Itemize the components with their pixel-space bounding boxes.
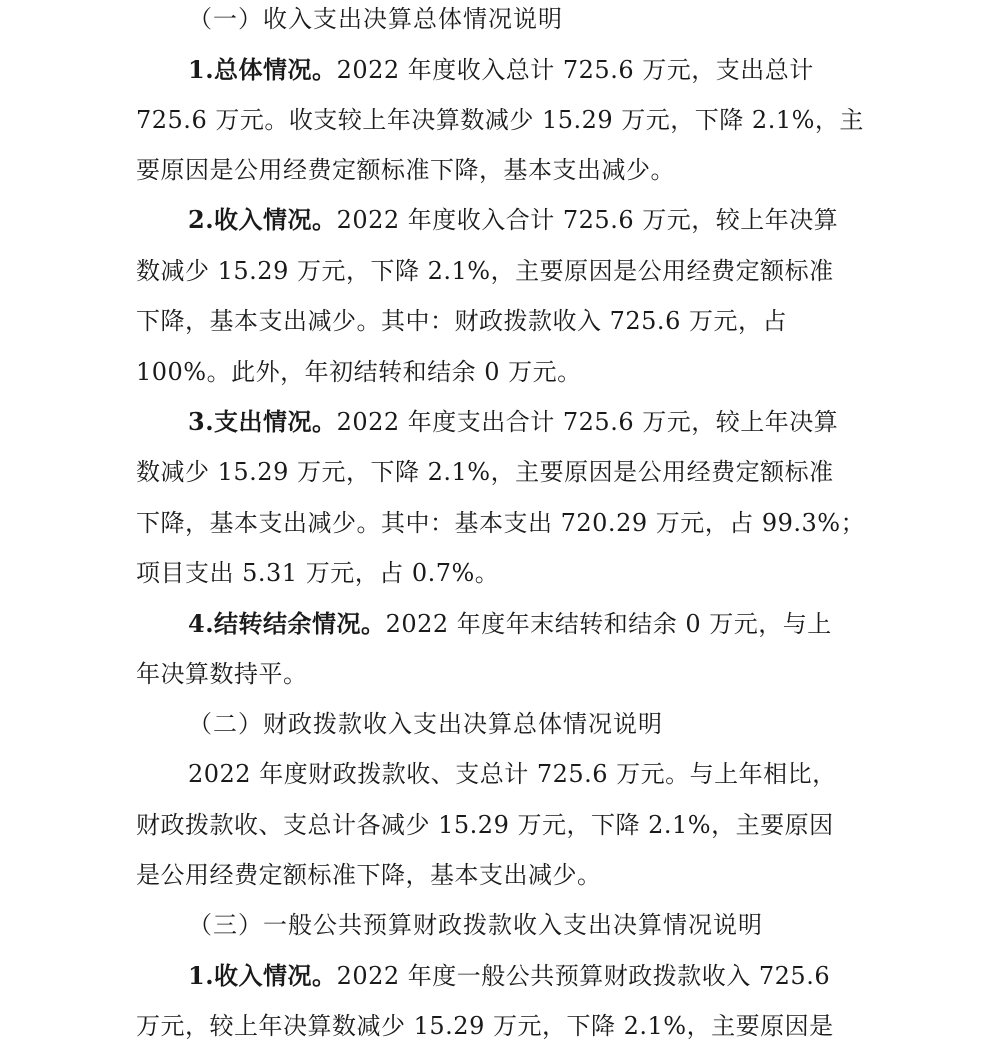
paragraph-line: 项目支出 5.31 万元，占 0.7%。 (136, 559, 500, 587)
paragraph-line: 数减少 15.29 万元，下降 2.1%，主要原因是公用经费定额标准 (136, 458, 834, 486)
paragraph-line: 下降，基本支出减少。其中：基本支出 720.29 万元，占 99.3%； (136, 509, 866, 537)
paragraph-line: 年决算数持平。 (136, 660, 308, 688)
section-heading: （二）财政拨款收入支出决算总体情况说明 (188, 710, 663, 738)
paragraph-text: 2022 年度年末结转和结余 0 万元，与上 (385, 610, 832, 638)
paragraph-line (188, 407, 838, 437)
paragraph-lead: 3.支出情况。 (188, 407, 337, 436)
paragraph-text: 2022 年度一般公共预算财政拨款收入 725.6 (336, 962, 831, 990)
paragraph-text: 2022 年度收入合计 725.6 万元，较上年决算 (336, 206, 839, 234)
paragraph-lead: 1.收入情况。 (188, 961, 337, 990)
paragraph-line: 万元，较上年决算数减少 15.29 万元，下降 2.1%，主要原因是 (136, 1012, 834, 1040)
paragraph-line: 100%。此外，年初结转和结余 0 万元。 (136, 358, 582, 386)
section-heading: （一）收入支出决算总体情况说明 (188, 5, 563, 33)
paragraph-line: 是公用经费定额标准下降，基本支出减少。 (136, 861, 602, 889)
paragraph-line: 数减少 15.29 万元，下降 2.1%，主要原因是公用经费定额标准 (136, 257, 834, 285)
paragraph-line: 下降，基本支出减少。其中：财政拨款收入 725.6 万元，占 (136, 307, 787, 335)
paragraph-line (188, 55, 814, 85)
paragraph-line: 725.6 万元。收支较上年决算数减少 15.29 万元，下降 2.1%，主 (136, 106, 864, 134)
section-heading: （三）一般公共预算财政拨款收入支出决算情况说明 (188, 911, 763, 939)
paragraph-line (188, 609, 832, 639)
paragraph-line: 财政拨款收、支总计各减少 15.29 万元，下降 2.1%，主要原因 (136, 811, 834, 839)
paragraph-text: 2022 年度收入总计 725.6 万元，支出总计 (336, 56, 814, 84)
paragraph-line: 2022 年度财政拨款收、支总计 725.6 万元。与上年相比， (188, 760, 837, 788)
paragraph-lead: 1.总体情况。 (188, 55, 337, 84)
paragraph-line: 要原因是公用经费定额标准下降，基本支出减少。 (136, 156, 675, 184)
paragraph-line (188, 205, 838, 235)
paragraph-lead: 4.结转结余情况。 (188, 609, 386, 638)
paragraph-text: 2022 年度支出合计 725.6 万元，较上年决算 (336, 408, 839, 436)
paragraph-lead: 2.收入情况。 (188, 205, 337, 234)
paragraph-line (188, 961, 830, 991)
